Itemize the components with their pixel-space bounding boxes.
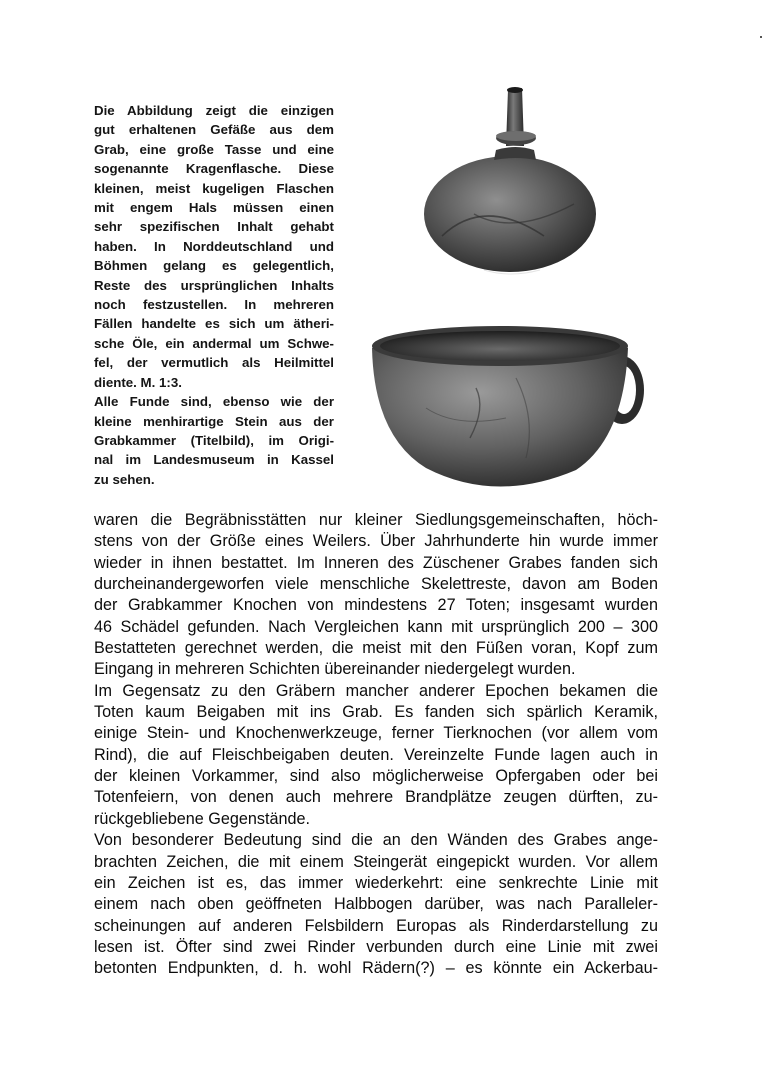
caption-line: mit engem Hals müssen einen bbox=[94, 200, 334, 216]
caption-line: noch festzustellen. In mehreren bbox=[94, 297, 334, 313]
large-cup-image bbox=[366, 318, 658, 496]
caption-line: Reste des ursprünglichen Inhalts bbox=[94, 277, 334, 293]
caption-line: zu sehen. bbox=[94, 471, 155, 487]
body-line: rückgebliebene Gegenstände. bbox=[94, 809, 310, 828]
caption-line: Die Abbildung zeigt die einzigen bbox=[94, 103, 334, 118]
caption-line: Grabkammer (Titelbild), im Origi- bbox=[94, 432, 334, 448]
body-line: 46 Schädel gefunden. Nach Vergleichen kann mit ursprünglich 200 – 300 bbox=[94, 617, 658, 636]
body-line: stens von der Größe eines Weilers. Über Jahrhunderte hin wurde immer bbox=[94, 532, 658, 551]
caption-line: sogenannte Kragenflasche. Diese bbox=[94, 161, 334, 177]
caption-line: fel, der vermutlich als Heilmittel bbox=[94, 355, 334, 371]
caption-line: haben. In Norddeutschland und bbox=[94, 238, 334, 254]
body-line: Bestatteten gerechnet werden, die meist mit den Füßen voran, Kopf zum bbox=[94, 639, 658, 658]
body-line: wieder in ihnen bestattet. Im Inneren des Züschener Grabes fanden sich bbox=[94, 553, 658, 572]
body-line: Rind), die auf Fleischbeigaben deuten. Vereinzelte Funde lagen auch in bbox=[94, 745, 658, 764]
collared-flask-image bbox=[424, 86, 624, 286]
caption-line: diente. M. 1:3. bbox=[94, 374, 182, 390]
body-line: Im Gegensatz zu den Gräbern mancher anderer Epochen bekamen die bbox=[94, 681, 658, 700]
body-line: Eingang in mehreren Schichten übereinander niedergelegt wurden. bbox=[94, 660, 576, 679]
body-line: Von besonderer Bedeutung sind die an den Wänden des Grabes ange- bbox=[94, 831, 658, 850]
body-line: waren die Begräbnisstätten nur kleiner Siedlungsgemeinschaften, höch- bbox=[94, 511, 658, 529]
body-line: Totenfeiern, von denen auch mehrere Brandplätze zeugen dürften, zu- bbox=[94, 788, 658, 807]
collared-flask-photo bbox=[424, 86, 624, 286]
body-line: betonten Endpunkten, d. h. wohl Rädern(?) – es könnte ein Ackerbau- bbox=[94, 959, 658, 978]
caption-line: Grab, eine große Tasse und eine bbox=[94, 141, 334, 157]
body-text bbox=[94, 510, 658, 980]
body-line: einem nach oben geöffneten Halbbogen darüber, was nach Paralleler- bbox=[94, 895, 658, 914]
caption-line: kleinen, meist kugeligen Flaschen bbox=[94, 180, 334, 196]
body-line: scheinungen auf anderen Felsbildern Europas als Rinderdarstellung zu bbox=[94, 916, 658, 935]
body-line: einige Stein- und Knochenwerkzeuge, ferner Tierknochen (vor allem vom bbox=[94, 724, 658, 743]
caption-line: Fällen handelte es sich um ätheri- bbox=[94, 316, 334, 332]
body-line: der kleinen Vorkammer, sind also möglicherweise Opfergaben oder bei bbox=[94, 767, 658, 786]
page-mark bbox=[760, 36, 762, 38]
caption-line: gut erhaltenen Gefäße aus dem bbox=[94, 122, 334, 138]
caption-line: nal im Landesmuseum in Kassel bbox=[94, 452, 334, 468]
caption-line: Böhmen gelang es gelegentlich, bbox=[94, 258, 334, 274]
caption-line: kleine menhirartige Stein aus der bbox=[94, 413, 334, 429]
body-line: durcheinandergeworfen viele menschliche Skelettreste, davon am Boden bbox=[94, 575, 658, 594]
caption-line: sche Öle, ein andermal um Schwe- bbox=[94, 335, 334, 351]
body-line: lesen ist. Öfter sind zwei Rinder verbunden durch eine Linie mit zwei bbox=[94, 937, 658, 956]
body-line: Toten kaum Beigaben mit ins Grab. Es fanden sich spärlich Keramik, bbox=[94, 703, 658, 722]
figure-caption bbox=[94, 101, 334, 489]
caption-line: sehr spezifischen Inhalt gehabt bbox=[94, 219, 334, 235]
body-line: brachten Zeichen, die mit einem Steingerät eingepickt wurden. Vor allem bbox=[94, 852, 658, 871]
large-cup-photo bbox=[366, 318, 658, 496]
body-line: ein Zeichen ist es, das immer wiederkehrt: eine senkrechte Linie mit bbox=[94, 873, 658, 892]
body-line: der Grabkammer Knochen von mindestens 27 Toten; insgesamt wurden bbox=[94, 596, 658, 615]
caption-line: Alle Funde sind, ebenso wie der bbox=[94, 394, 334, 410]
